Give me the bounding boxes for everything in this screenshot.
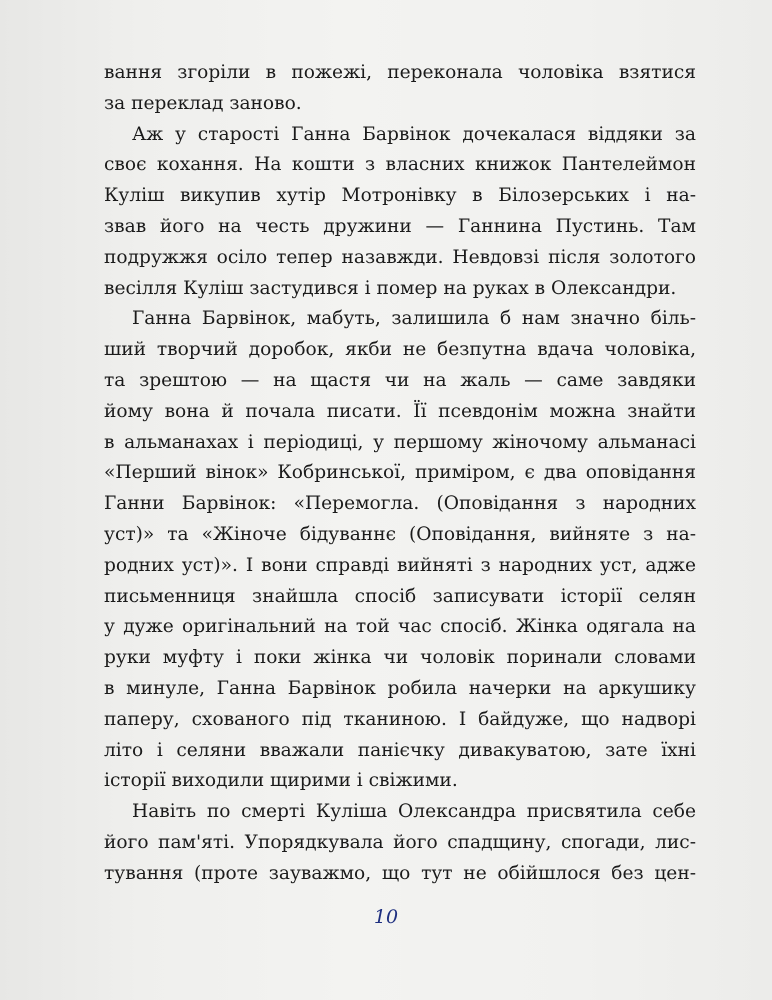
- text-line: звав його на честь дружини — Ганнина Пустинь. Там: [104, 215, 696, 237]
- text-line: в минуле, Ганна Барвінок робила начерки на аркушику: [104, 677, 696, 699]
- text-line: тування (проте зауважмо, що тут не обійшлося без цен-: [104, 862, 696, 884]
- text-line: своє кохання. На кошти з власних книжок Пантелеймон: [104, 154, 696, 176]
- text-line: «Перший вінок» Кобринської, приміром, є два оповідання: [104, 462, 696, 484]
- text-line: уст)» та «Жіноче бідуваннє (Оповідання, вийняте з на-: [104, 523, 696, 545]
- text-line: весілля Куліш застудився і помер на руках в Олександри.: [104, 277, 677, 299]
- paragraph: [104, 797, 696, 889]
- text-line: йому вона й почала писати. Її псевдонім можна знайти: [104, 400, 696, 422]
- text-line: його пам'яті. Упорядкувала його спадщину, спогади, лис-: [104, 831, 696, 853]
- text-line: в альманахах і періодиці, у першому жіночому альманасі: [104, 431, 696, 453]
- text-line: Ганна Барвінок, мабуть, залишила б нам значно біль-: [132, 308, 696, 330]
- text-line: Куліш викупив хутір Мотронівку в Білозерських і на-: [104, 185, 696, 207]
- text-line: Аж у старості Ганна Барвінок дочекалася віддяки за: [132, 123, 696, 145]
- text-line: вання згоріли в пожежі, переконала чоловіка взятися: [104, 62, 696, 83]
- text-line: та зрештою — на щастя чи на жаль — саме завдяки: [104, 369, 696, 391]
- text-line: паперу, схованого під тканиною. І байдуже, що надворі: [104, 708, 696, 730]
- page-number: 10: [373, 906, 399, 928]
- text-line: ший творчий доробок, якби не безпутна вдача чоловіка,: [104, 339, 696, 361]
- text-line: історії виходили щирими і свіжими.: [104, 770, 458, 792]
- text-line: Ганни Барвінок: «Перемогла. (Оповідання з народних: [104, 493, 696, 515]
- text-line: письменниця знайшла спосіб записувати історії селян: [104, 585, 696, 607]
- text-line: за переклад заново.: [104, 92, 302, 114]
- text-line: родних уст)». І вони справді вийняті з народних уст, адже: [104, 554, 696, 576]
- text-line: Навіть по смерті Куліша Олександра присвятила себе: [132, 801, 696, 823]
- paragraph: [104, 304, 696, 797]
- text-line: руки муфту і поки жінка чи чоловік поринали словами: [104, 647, 696, 669]
- paragraph: [104, 58, 696, 120]
- text-line: літо і селяни вважали панієчку дивакуватою, зате їхні: [104, 739, 696, 761]
- text-line: подружжя осіло тепер назавжди. Невдовзі після золотого: [104, 246, 696, 268]
- text-line: у дуже оригінальний на той час спосіб. Жінка одягала на: [104, 616, 696, 638]
- body-text: [104, 58, 696, 890]
- paragraph: [104, 120, 696, 305]
